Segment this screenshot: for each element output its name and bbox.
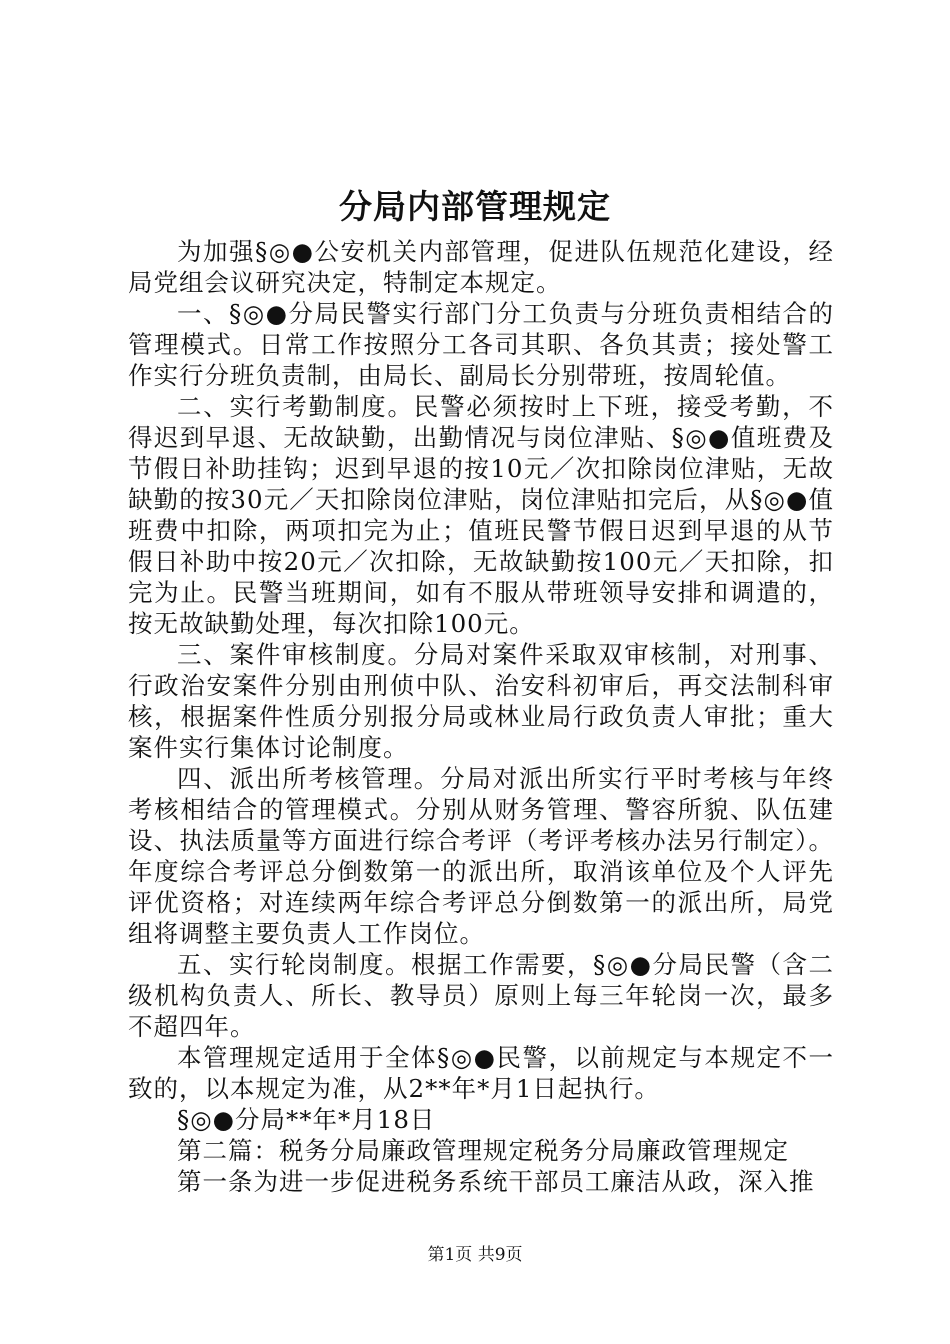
paragraph-section-2: 二、实行考勤制度。民警必须按时上下班，接受考勤，不得迟到早退、无故缺勤，出勤情况与岗位津贴、§◎●值班费及节假日补助挂钩；迟到早退的按10元／次扣除岗位津贴，无故缺勤的按30元／天扣除岗位津贴，岗位津贴扣完后，从§◎●值班费中扣除，两项扣完为止；值班民警节假日迟到早退的从节假日补助中按20元／次扣除，无故缺勤按100元／天扣除，扣完为止。民警当班期间，如有不服从带班领导安排和调遣的，按无故缺勤处理，每次扣除100元。 (128, 392, 834, 638)
paragraph-intro: 为加强§◎●公安机关内部管理，促进队伍规范化建设，经局党组会议研究决定，特制定本规定。 (128, 237, 834, 297)
document-title: 分局内部管理规定 (339, 187, 611, 226)
paragraph-second-title: 第二篇：税务分局廉政管理规定税务分局廉政管理规定 (177, 1136, 789, 1165)
paragraph-section-3: 三、案件审核制度。分局对案件采取双审核制，对刑事、行政治安案件分别由刑侦中队、治安科初审后，再交法制科审核，根据案件性质分别报分局或林业局行政负责人审批；重大案件实行集体讨论制度。 (128, 640, 834, 762)
paragraph-article-1: 第一条为进一步促进税务系统干部员工廉洁从政，深入推 (177, 1167, 815, 1196)
paragraph-scope: 本管理规定适用于全体§◎●民警，以前规定与本规定不一致的，以本规定为准，从2**年*月1日起执行。 (128, 1043, 834, 1103)
paragraph-section-1: 一、§◎●分局民警实行部门分工负责与分班负责相结合的管理模式。日常工作按照分工各司其职、各负其责；接处警工作实行分班负责制，由局长、副局长分别带班，按周轮值。 (128, 299, 834, 390)
paragraph-section-5: 五、实行轮岗制度。根据工作需要，§◎●分局民警（含二级机构负责人、所长、教导员）原则上每三年轮岗一次，最多不超四年。 (128, 950, 834, 1041)
page-number: 第1页 共9页 (427, 1245, 523, 1265)
document-body (128, 236, 834, 1197)
paragraph-signature-date: §◎●分局**年*月18日 (177, 1105, 436, 1134)
paragraph-section-4: 四、派出所考核管理。分局对派出所实行平时考核与年终考核相结合的管理模式。分别从财务管理、警容所貌、队伍建设、执法质量等方面进行综合考评（考评考核办法另行制定）。年度综合考评总分倒数第一的派出所，取消该单位及个人评先评优资格；对连续两年综合考评总分倒数第一的派出所，局党组将调整主要负责人工作岗位。 (128, 764, 834, 948)
